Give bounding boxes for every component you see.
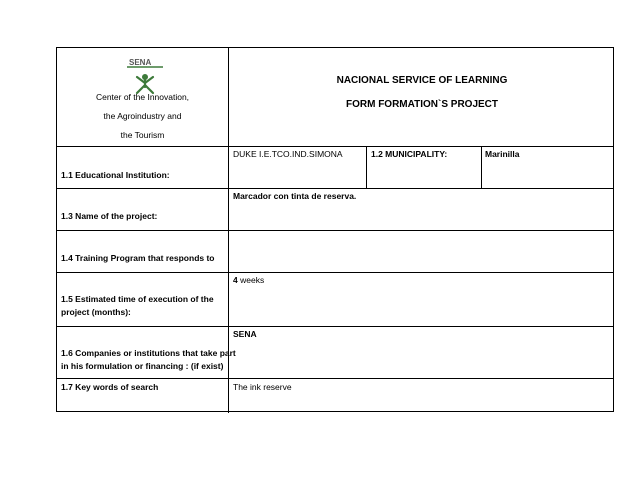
field-label: 1.6 Companies or institutions that take part xyxy=(61,348,236,358)
municipality-label: 1.2 MUNICIPALITY: xyxy=(371,149,448,159)
logo-text: SENA xyxy=(129,58,152,67)
row-divider xyxy=(57,378,613,379)
municipality-value: Marinilla xyxy=(485,149,520,159)
field-label: 1.3 Name of the project: xyxy=(61,211,158,221)
institution-value: DUKE I.E.TCO.IND.SIMONA xyxy=(233,149,343,159)
form-title: NACIONAL SERVICE OF LEARNING xyxy=(336,75,508,86)
execution-time-value xyxy=(233,274,264,286)
field-label: 1.5 Estimated time of execution of the xyxy=(61,294,214,304)
project-form xyxy=(56,47,614,412)
center-name-line: the Tourism xyxy=(120,130,165,140)
field-label: 1.1 Educational Institution: xyxy=(61,170,170,180)
row-divider xyxy=(57,188,613,189)
row-divider xyxy=(57,326,613,327)
execution-time-unit: weeks xyxy=(237,275,265,285)
column-divider xyxy=(481,146,482,188)
center-name-line: Center of the Innovation, xyxy=(95,92,190,102)
row-divider xyxy=(57,272,613,273)
row-divider xyxy=(57,230,613,231)
field-label: 1.7 Key words of search xyxy=(61,382,159,392)
keywords-value: The ink reserve xyxy=(233,382,292,392)
execution-time-number: 4 xyxy=(233,275,238,285)
field-label: in his formulation or financing : (if exist) xyxy=(61,361,224,371)
center-name-line: the Agroindustry and xyxy=(103,111,182,121)
field-label: 1.4 Training Program that responds to xyxy=(61,253,215,263)
row-divider xyxy=(57,146,613,147)
project-name-value: Marcador con tinta de reserva. xyxy=(233,191,357,201)
column-divider xyxy=(366,146,367,188)
form-subtitle: FORM FORMATION`S PROJECT xyxy=(345,99,499,110)
companies-value: SENA xyxy=(233,329,257,339)
field-label: project (months): xyxy=(61,307,131,317)
